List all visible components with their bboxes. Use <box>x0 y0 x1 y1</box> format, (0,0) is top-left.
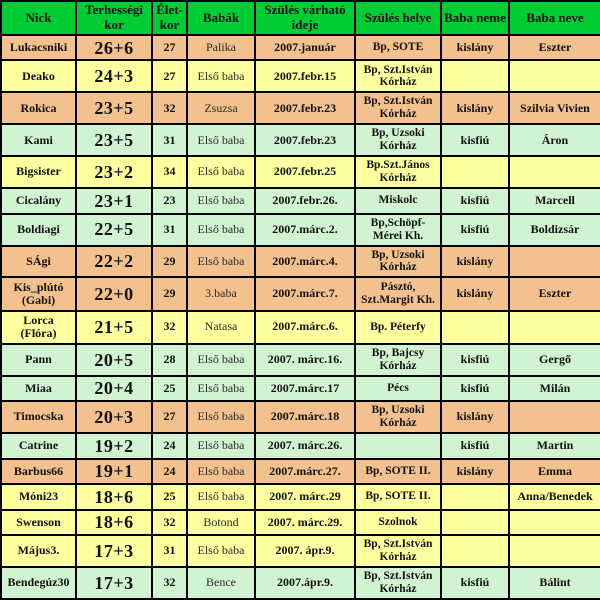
column-header-szules_varhato_ideje: Szülés várható ideje <box>255 1 355 35</box>
cell-nick: Barbus66 <box>1 459 76 484</box>
cell-nick: Cicalány <box>1 188 76 213</box>
cell-baba_neme: kisfiú <box>441 214 509 246</box>
cell-baba_neve: Emma <box>509 459 600 484</box>
cell-baba_neve: Marcell <box>509 188 600 213</box>
cell-szules_helye: Bp. Péterfy <box>355 311 441 344</box>
cell-baba_neve <box>509 156 600 188</box>
cell-szules_varhato_ideje: 2007.febr.23 <box>255 92 355 124</box>
cell-terhessegi_kor: 20+3 <box>76 401 152 433</box>
cell-baba_neve: Áron <box>509 124 600 156</box>
cell-szules_helye: Bp, Bajcsy Kórház <box>355 344 441 376</box>
cell-baba_neme <box>441 156 509 188</box>
cell-babak: 3.baba <box>187 277 255 310</box>
table-row <box>1 376 600 401</box>
cell-terhessegi_kor: 19+2 <box>76 433 152 458</box>
cell-szules_helye: Bp, Szt.István Kórház <box>355 60 441 92</box>
cell-terhessegi_kor: 22+5 <box>76 214 152 246</box>
cell-baba_neme <box>441 311 509 344</box>
cell-szules_helye: Bp, Uzsoki Kórház <box>355 124 441 156</box>
cell-nick: Lorca (Flóra) <box>1 311 76 344</box>
cell-terhessegi_kor: 23+5 <box>76 92 152 124</box>
cell-szules_helye: Bp, Szt.István Kórház <box>355 567 441 599</box>
table-row <box>1 401 600 433</box>
cell-terhessegi_kor: 26+6 <box>76 35 152 60</box>
cell-szules_varhato_ideje: 2007.márc.18 <box>255 401 355 433</box>
cell-nick: Deako <box>1 60 76 92</box>
cell-eletkor: 23 <box>152 188 187 213</box>
cell-eletkor: 32 <box>152 311 187 344</box>
cell-szules_helye <box>355 433 441 458</box>
cell-szules_varhato_ideje: 2007. ápr.9. <box>255 535 355 567</box>
column-header-baba_neve: Baba neve <box>509 1 600 35</box>
table-row <box>1 433 600 458</box>
cell-terhessegi_kor: 24+3 <box>76 60 152 92</box>
cell-szules_varhato_ideje: 2007.febr.25 <box>255 156 355 188</box>
cell-eletkor: 25 <box>152 376 187 401</box>
cell-nick: Boldiagi <box>1 214 76 246</box>
column-header-terhessegi_kor: Terhességi kor <box>76 1 152 35</box>
cell-baba_neme: kislány <box>441 401 509 433</box>
cell-baba_neme <box>441 510 509 535</box>
cell-szules_varhato_ideje: 2007.márc.17 <box>255 376 355 401</box>
cell-szules_helye: Bp, SOTE II. <box>355 484 441 509</box>
cell-baba_neve <box>509 311 600 344</box>
cell-nick: Bigsister <box>1 156 76 188</box>
cell-terhessegi_kor: 22+2 <box>76 246 152 278</box>
cell-szules_helye: Szolnok <box>355 510 441 535</box>
cell-baba_neve <box>509 401 600 433</box>
cell-nick: Swenson <box>1 510 76 535</box>
cell-szules_helye: Bp, Uzsoki Kórház <box>355 246 441 278</box>
cell-nick: Pann <box>1 344 76 376</box>
cell-baba_neme: kisfiú <box>441 124 509 156</box>
cell-baba_neve: Gergő <box>509 344 600 376</box>
cell-baba_neve: Eszter <box>509 35 600 60</box>
cell-szules_varhato_ideje: 2007. márc.16. <box>255 344 355 376</box>
cell-baba_neve <box>509 535 600 567</box>
cell-babak: Első baba <box>187 433 255 458</box>
cell-eletkor: 32 <box>152 567 187 599</box>
cell-baba_neme: kisfiú <box>441 567 509 599</box>
cell-eletkor: 27 <box>152 60 187 92</box>
cell-baba_neve: Anna/Benedek <box>509 484 600 509</box>
cell-szules_varhato_ideje: 2007.január <box>255 35 355 60</box>
cell-baba_neme <box>441 535 509 567</box>
cell-baba_neve <box>509 60 600 92</box>
cell-babak: Első baba <box>187 156 255 188</box>
cell-eletkor: 31 <box>152 214 187 246</box>
cell-baba_neve <box>509 246 600 278</box>
cell-nick: Május3. <box>1 535 76 567</box>
cell-babak: Botond <box>187 510 255 535</box>
cell-nick: Móni23 <box>1 484 76 509</box>
cell-eletkor: 28 <box>152 344 187 376</box>
cell-eletkor: 31 <box>152 535 187 567</box>
cell-baba_neme <box>441 60 509 92</box>
cell-terhessegi_kor: 22+0 <box>76 277 152 310</box>
cell-szules_varhato_ideje: 2007.márc.6. <box>255 311 355 344</box>
cell-baba_neve: Szilvia Vivien <box>509 92 600 124</box>
cell-szules_helye: Miskolc <box>355 188 441 213</box>
cell-szules_helye: Bp, SOTE II. <box>355 459 441 484</box>
table-row <box>1 535 600 567</box>
cell-baba_neve: Martin <box>509 433 600 458</box>
cell-nick: Rokica <box>1 92 76 124</box>
cell-baba_neme: kislány <box>441 459 509 484</box>
cell-szules_varhato_ideje: 2007.febr.23 <box>255 124 355 156</box>
cell-babak: Bence <box>187 567 255 599</box>
cell-szules_varhato_ideje: 2007.márc.7. <box>255 277 355 310</box>
cell-szules_varhato_ideje: 2007. márc.26. <box>255 433 355 458</box>
cell-terhessegi_kor: 23+5 <box>76 124 152 156</box>
cell-terhessegi_kor: 19+1 <box>76 459 152 484</box>
cell-szules_helye: Bp.Szt.János Kórház <box>355 156 441 188</box>
cell-babak: Első baba <box>187 60 255 92</box>
cell-terhessegi_kor: 23+1 <box>76 188 152 213</box>
cell-babak: Első baba <box>187 376 255 401</box>
table-row <box>1 156 600 188</box>
column-header-nick: Nick <box>1 1 76 35</box>
cell-eletkor: 29 <box>152 246 187 278</box>
cell-szules_helye: Pásztó, Szt.Margit Kh. <box>355 277 441 310</box>
column-header-eletkor: Élet-kor <box>152 1 187 35</box>
cell-szules_helye: Bp, Szt.István Kórház <box>355 535 441 567</box>
cell-baba_neve: Boldizsár <box>509 214 600 246</box>
cell-szules_varhato_ideje: 2007.márc.27. <box>255 459 355 484</box>
cell-babak: Első baba <box>187 214 255 246</box>
cell-nick: SÁgi <box>1 246 76 278</box>
cell-babak: Első baba <box>187 188 255 213</box>
cell-eletkor: 24 <box>152 433 187 458</box>
table-row <box>1 246 600 278</box>
table-row <box>1 567 600 599</box>
cell-baba_neme: kislány <box>441 277 509 310</box>
cell-terhessegi_kor: 18+6 <box>76 510 152 535</box>
cell-szules_helye: Bp,Schöpf-Mérei Kh. <box>355 214 441 246</box>
cell-szules_helye: Bp, Szt.István Kórház <box>355 92 441 124</box>
header-row <box>1 1 600 35</box>
cell-babak: Első baba <box>187 484 255 509</box>
cell-baba_neve: Bálint <box>509 567 600 599</box>
cell-baba_neme: kislány <box>441 246 509 278</box>
cell-eletkor: 24 <box>152 459 187 484</box>
cell-terhessegi_kor: 17+3 <box>76 567 152 599</box>
cell-nick: Timocska <box>1 401 76 433</box>
cell-terhessegi_kor: 20+4 <box>76 376 152 401</box>
column-header-baba_neme: Baba neme <box>441 1 509 35</box>
cell-terhessegi_kor: 20+5 <box>76 344 152 376</box>
cell-babak: Első baba <box>187 246 255 278</box>
cell-baba_neme: kisfiú <box>441 344 509 376</box>
cell-szules_varhato_ideje: 2007. márc.29 <box>255 484 355 509</box>
cell-babak: Első baba <box>187 124 255 156</box>
column-header-babak: Babák <box>187 1 255 35</box>
cell-eletkor: 27 <box>152 401 187 433</box>
cell-szules_varhato_ideje: 2007.febr.26. <box>255 188 355 213</box>
cell-baba_neme: kislány <box>441 35 509 60</box>
cell-eletkor: 32 <box>152 92 187 124</box>
cell-szules_varhato_ideje: 2007.febr.15 <box>255 60 355 92</box>
cell-baba_neve: Milán <box>509 376 600 401</box>
cell-baba_neme: kisfiú <box>441 188 509 213</box>
table-row <box>1 277 600 310</box>
cell-babak: Zsuzsa <box>187 92 255 124</box>
cell-szules_varhato_ideje: 2007.márc.2. <box>255 214 355 246</box>
table-row <box>1 35 600 60</box>
cell-terhessegi_kor: 23+2 <box>76 156 152 188</box>
cell-szules_helye: Bp, Uzsoki Kórház <box>355 401 441 433</box>
cell-eletkor: 31 <box>152 124 187 156</box>
table-row <box>1 510 600 535</box>
cell-terhessegi_kor: 21+5 <box>76 311 152 344</box>
table-row <box>1 459 600 484</box>
cell-szules_varhato_ideje: 2007.márc.4. <box>255 246 355 278</box>
table-row <box>1 92 600 124</box>
cell-nick: Catrine <box>1 433 76 458</box>
cell-babak: Első baba <box>187 401 255 433</box>
column-header-szules_helye: Szülés helye <box>355 1 441 35</box>
cell-szules_helye: Pécs <box>355 376 441 401</box>
cell-eletkor: 25 <box>152 484 187 509</box>
cell-babak: Első baba <box>187 459 255 484</box>
cell-nick: Bendegúz30 <box>1 567 76 599</box>
cell-terhessegi_kor: 18+6 <box>76 484 152 509</box>
cell-eletkor: 29 <box>152 277 187 310</box>
table-row <box>1 60 600 92</box>
cell-babak: Első baba <box>187 535 255 567</box>
cell-baba_neme: kislány <box>441 92 509 124</box>
table-row <box>1 214 600 246</box>
cell-szules_helye: Bp, SOTE <box>355 35 441 60</box>
cell-baba_neme <box>441 484 509 509</box>
cell-szules_varhato_ideje: 2007.ápr.9. <box>255 567 355 599</box>
table-row <box>1 188 600 213</box>
cell-nick: Kis_plútó (Gabi) <box>1 277 76 310</box>
cell-babak: Natasa <box>187 311 255 344</box>
cell-nick: Miaa <box>1 376 76 401</box>
cell-nick: Kami <box>1 124 76 156</box>
cell-babak: Palika <box>187 35 255 60</box>
cell-eletkor: 34 <box>152 156 187 188</box>
cell-nick: Lukacsniki <box>1 35 76 60</box>
table-row <box>1 484 600 509</box>
cell-baba_neve <box>509 510 600 535</box>
cell-babak: Első baba <box>187 344 255 376</box>
table-row <box>1 311 600 344</box>
table-row <box>1 124 600 156</box>
cell-eletkor: 27 <box>152 35 187 60</box>
cell-eletkor: 32 <box>152 510 187 535</box>
cell-baba_neve: Eszter <box>509 277 600 310</box>
cell-baba_neme: kisfiú <box>441 376 509 401</box>
table-row <box>1 344 600 376</box>
cell-baba_neme: kisfiú <box>441 433 509 458</box>
cell-terhessegi_kor: 17+3 <box>76 535 152 567</box>
cell-szules_varhato_ideje: 2007. márc.29. <box>255 510 355 535</box>
